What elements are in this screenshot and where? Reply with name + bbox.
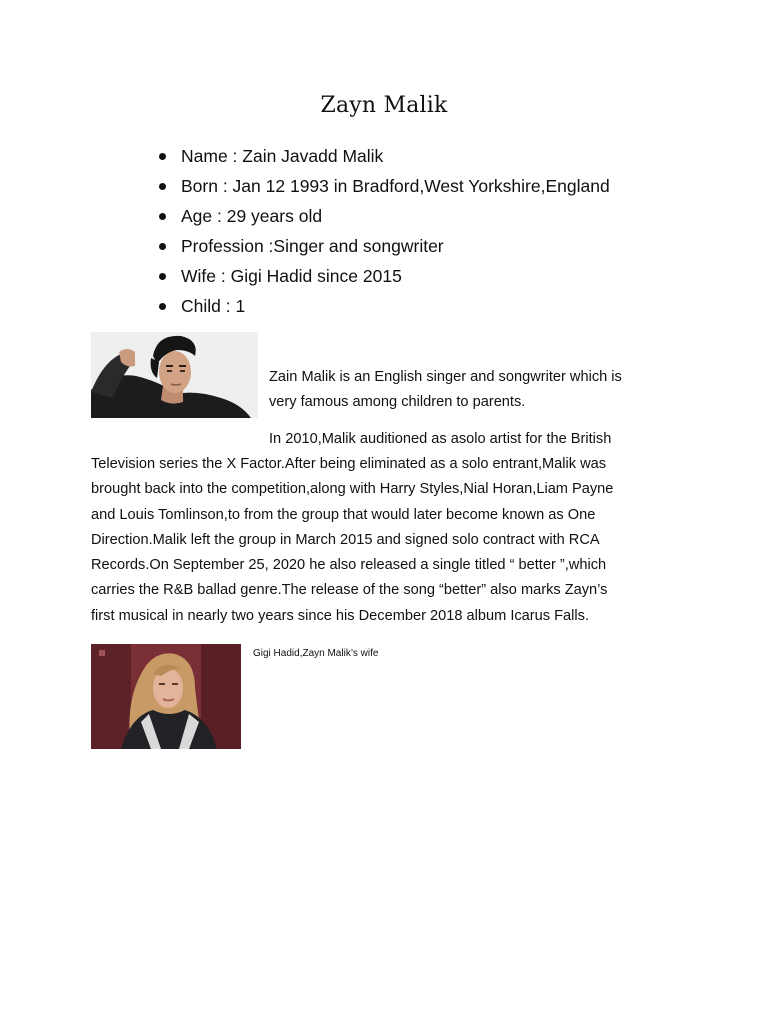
document-title: Zayn Malik [320,93,448,118]
bullet-icon [159,303,166,310]
zayn-photo-illustration [91,332,258,418]
fact-item-wife: Wife : Gigi Hadid since 2015 [156,261,610,291]
gigi-photo [91,644,241,749]
bio-paragraph: Television series the X Factor.After being eliminated as a solo entrant,Malik was brought back into the competition,along with Harry Styles,Nial Horan,Liam Payne and Louis Tomlinson,to from the group that would later become known as One Direction.Malik left the group in March 2015 and signed solo contract with RCA Records.On September 25, 2020 he also released a single titled “ better ”,which carries the R&B ballad genre.The release of the song “better” also marks Zayn’s first musical in nearly two years since his December 2018 album Icarus Falls. [91,456,614,624]
fact-item-child: Child : 1 [156,291,610,321]
gigi-photo-illustration [91,644,241,749]
fact-item-born: Born : Jan 12 1993 in Bradford,West Yorkshire,England [156,171,610,201]
bullet-icon [159,153,166,160]
fact-item-name: Name : Zain Javadd Malik [156,141,610,171]
gigi-photo-caption: Gigi Hadid,Zayn Malik’s wife [253,648,379,659]
intro-paragraph: Zain Malik is an English singer and songwriter which is very famous among children to parents. [269,369,622,411]
fact-item-age: Age : 29 years old [156,201,610,231]
facts-list [156,141,610,321]
fact-item-profession: Profession :Singer and songwriter [156,231,610,261]
bullet-icon [159,273,166,280]
bio-paragraph-first-line: In 2010,Malik auditioned as asolo artist for the British [269,431,612,447]
bullet-icon [159,183,166,190]
zayn-photo [91,332,258,418]
bullet-icon [159,213,166,220]
bullet-icon [159,243,166,250]
